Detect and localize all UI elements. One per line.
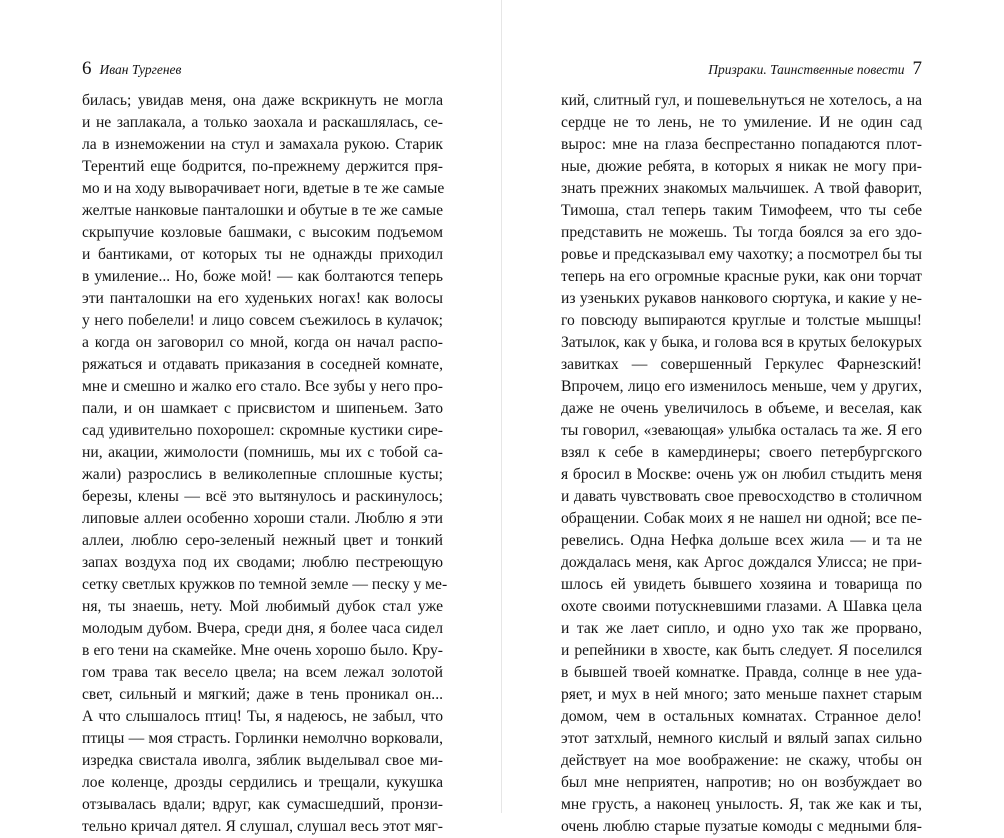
text-line: этот затхлый, немного кислый и вялый запах сильно	[561, 730, 922, 747]
text-line: кий, слитный гул, и пошевельнуться не хотелось, а на	[561, 92, 922, 109]
text-line: даже не очень увеличилось в объеме, и веселая, как	[561, 400, 922, 417]
text-line: Впрочем, лицо его изменилось меньше, чем у других,	[561, 378, 922, 395]
text-line: домом, чем в остальных комнатах. Странное дело!	[561, 708, 922, 725]
text-line: обращении. Собак моих я не нашел ни одной; все пе-	[561, 510, 922, 527]
right-page-header	[560, 58, 922, 80]
text-line: теперь на его огромные красные руки, как они торчат	[561, 268, 922, 285]
right-running-head: Призраки. Таинственные повести	[708, 62, 905, 77]
text-line: билась; увидав меня, она даже вскрикнуть не могла	[82, 92, 443, 109]
text-line: Тимоша, стал теперь таким Тимофеем, что ты себе	[561, 202, 922, 219]
text-line: охоте своими потускневшими глазами. А Шавка цела	[561, 598, 922, 615]
text-line: и репейники в хвосте, как быть следует. Я поселился	[561, 642, 922, 659]
text-line: дождалась меня, как Аргос дождался Улисса; не при-	[561, 554, 922, 571]
text-line: и так же лает сипло, и одно ухо так же прорвано,	[561, 620, 922, 637]
text-line: из узеньких рукавов нанкового сюртука, и какие у не-	[561, 290, 922, 307]
left-running-head: Иван Тургенев	[99, 62, 182, 77]
text-line: ряет, и мух в ней много; зато меньше пахнет старым	[561, 686, 922, 703]
text-line: вырос: мне на глаза беспрестанно попадаются плот-	[561, 136, 922, 153]
text-line: ряжаться и отдавать приказания в соседней комнате,	[82, 356, 443, 373]
text-line: пали, и он шамкает с присвистом и шипеньем. Зато	[82, 400, 443, 417]
text-line: Затылок, как у быка, и голова вся в крутых белокурых	[561, 334, 922, 351]
text-line: знать прежних знакомых мальчишек. А твой фаворит,	[561, 180, 922, 197]
text-line: запах воздуха под их сводами; люблю пестреющую	[82, 554, 443, 571]
text-line: ревелись. Одна Нефка дольше всех жила — и та не	[561, 532, 922, 549]
text-line: в его тени на скамейке. Мне очень хорошо было. Кру-	[82, 642, 443, 659]
text-line: свет, сильный и мягкий; даже в тень проникал он...	[82, 686, 443, 703]
text-line: го повсюду выпираются круглые и толстые мышцы!	[561, 312, 922, 329]
left-page-number: 6	[82, 58, 92, 79]
text-line: ла в изнеможении на стул и замахала рукою. Старик	[82, 136, 443, 153]
text-line: и бантиками, от которых ты не однажды приходил	[82, 246, 443, 263]
text-line: эти панталошки на его худеньких ногах! как волосы	[82, 290, 443, 307]
text-line: березы, клены — всё это вытянулось и раскинулось;	[82, 488, 443, 505]
right-page-number: 7	[912, 58, 922, 79]
text-line: ровье и предсказывал ему чахотку; а посмотрел бы ты	[561, 246, 922, 263]
text-line: сетку светлых кружков по темной земле — песку у ме-	[82, 576, 448, 593]
text-line: сердце не то лень, не то умиление. И не один сад	[561, 114, 922, 131]
text-line: желтые нанковые панталошки и обутые в те же самые	[82, 202, 443, 219]
text-line: у него побелели! и лицо совсем съежилось в кулачок;	[82, 312, 443, 329]
text-line: действует на мое воображение: не скажу, чтобы он	[561, 752, 922, 769]
text-line: птицы — моя страсть. Горлинки немолчно ворковали,	[82, 730, 443, 747]
left-page-header	[82, 58, 442, 80]
text-line: в умиление... Но, боже мой! — как болтаются теперь	[82, 268, 443, 285]
text-line: шлось ей увидеть бывшего хозяина и товарища по	[561, 576, 922, 593]
text-line: был мне неприятен, напротив; но он возбуждает во	[561, 774, 922, 791]
text-line: А что слышалось птиц! Ты, я надеюсь, не забыл, что	[82, 708, 443, 725]
text-line: молодым дубом. Вчера, среди дня, я более часа сидел	[82, 620, 443, 637]
text-line: жали) разрослись в великолепные сплошные кусты;	[82, 466, 443, 483]
text-line: и не заплакала, а только заохала и раскашлялась, се-	[82, 114, 443, 131]
text-line: представить не можешь. Ты тогда боялся за его здо-	[561, 224, 922, 241]
right-page	[502, 0, 1004, 835]
text-line: ные, дюжие ребята, в которых я никак не могу при-	[561, 158, 922, 175]
text-line: тельно кричал дятел. Я слушал, слушал весь этот мяг-	[82, 818, 443, 835]
text-line: лое коленце, дрозды сердились и трещали, кукушка	[82, 774, 443, 791]
text-line: завитках — совершенный Геркулес Фарнезский!	[561, 356, 922, 373]
text-line: мо и на ходу выворачивает ноги, вдетые в те же самые	[82, 180, 445, 197]
text-line: сад удивительно похорошел: скромные кустики сире-	[82, 422, 443, 439]
text-line: ня, ты знаешь, нету. Мой любимый дубок стал уже	[82, 598, 443, 615]
text-line: мне и смешно и жалко его стало. Все зубы у него про-	[82, 378, 443, 395]
left-page-text	[82, 90, 448, 838]
text-line: скрыпучие козловые башмаки, с высоким подъемом	[82, 224, 443, 241]
text-line: а когда он заговорил со мной, когда он начал распо-	[82, 334, 443, 351]
text-line: очень люблю старые пузатые комоды с медными бля-	[561, 818, 922, 835]
text-line: отзывалась вдали; вдруг, как сумасшедший, пронзи-	[82, 796, 443, 813]
right-page-text	[561, 90, 922, 838]
text-line: ты говорил, «зевающая» улыбка осталась та же. Я его	[561, 422, 922, 439]
text-line: ни, акации, жимолости (помнишь, мы их с тобой са-	[82, 444, 443, 461]
text-line: гом трава так весело цвела; на всем лежал золотой	[82, 664, 443, 681]
text-line: мне грусть, а наконец унылость. Я, так же как и ты,	[561, 796, 922, 813]
text-line: аллеи, люблю серо-зеленый нежный цвет и тонкий	[82, 532, 443, 549]
text-line: Терентий еще бодрится, по-прежнему держится пря-	[82, 158, 443, 175]
text-line: я бросил в Москве: очень уж он любил стыдить меня	[561, 466, 922, 483]
text-line: и давать чувствовать свое превосходство в столичном	[561, 488, 922, 505]
text-line: в бывшей твоей комнатке. Правда, солнце в нее уда-	[561, 664, 922, 681]
text-line: липовые аллеи особенно хороши стали. Люблю я эти	[82, 510, 443, 527]
text-line: изредка свистала иволга, зяблик выделывал свое ми-	[82, 752, 443, 769]
left-page	[0, 0, 502, 835]
text-line: взял к себе в камердинеры; своего петербургского	[561, 444, 922, 461]
